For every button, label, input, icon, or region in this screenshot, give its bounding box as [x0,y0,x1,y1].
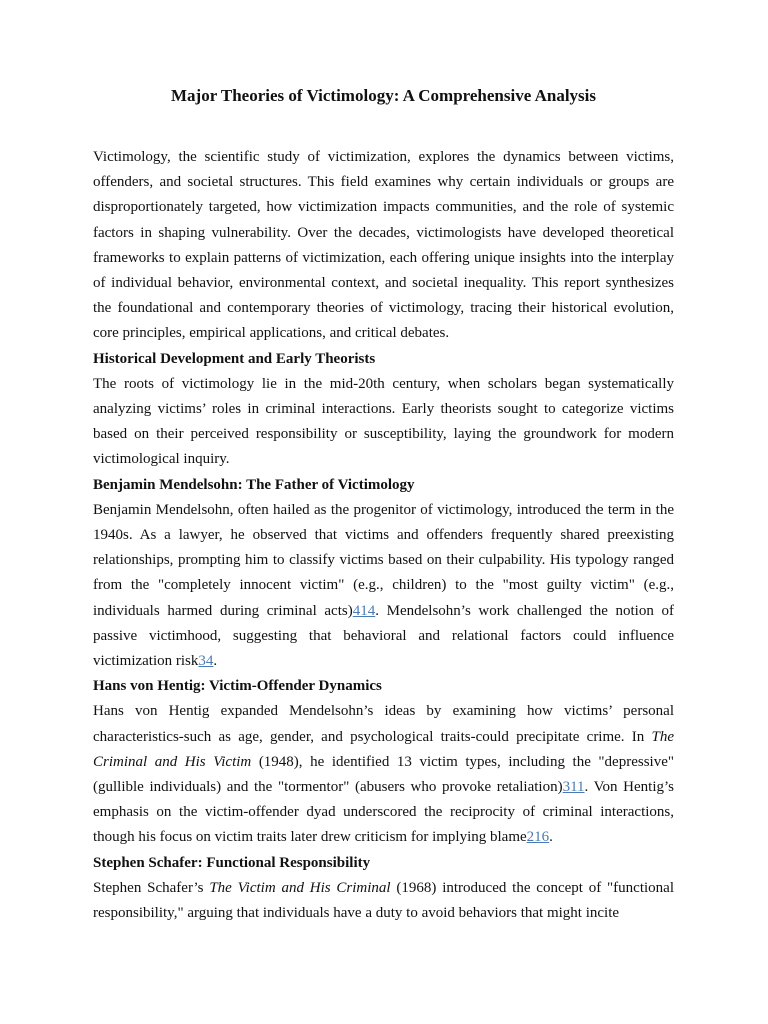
mendelsohn-paragraph [93,498,674,674]
schafer-text-1: Stephen Schafer’s [93,879,210,896]
heading-historical: Historical Development and Early Theorists [93,350,376,367]
hentig-paragraph [93,699,674,850]
citation-link-311[interactable]: 311 [562,779,585,796]
hentig-text-3: . Von Hentig’s emphasis on the victim-offender dyad underscored the reciprocity of criminal interactions, though his focus on victim traits later drew criticism for implying blame [93,779,674,846]
historical-paragraph: The roots of victimology lie in the mid-20th century, when scholars began systematically analyzing victims’ roles in criminal interactions. Early theorists sought to categorize victims based on their perceived responsibility or susceptibility, laying the groundwork for modern victimological inquiry. [93,375,674,468]
schafer-book-title: The Victim and His Criminal [209,879,391,896]
heading-hentig: Hans von Hentig: Victim-Offender Dynamics [93,678,382,695]
mendelsohn-text-3: . [213,653,218,670]
hentig-text-2: (1948), he identified 13 victim types, including the "depressive" (gullible individuals) and the "tormentor" (abusers who provoke retaliation) [93,753,674,796]
hentig-text-1: Hans von Hentig expanded Mendelsohn’s ideas by examining how victims’ personal characteristics-such as age, gender, and psychological traits-could precipitate crime. In [93,703,674,745]
schafer-paragraph [93,876,674,926]
document-title: Major Theories of Victimology: A Comprehensive Analysis [171,86,596,105]
citation-link-34[interactable]: 34 [198,653,214,670]
mendelsohn-text-2: . Mendelsohn’s work challenged the notion of passive victimhood, suggesting that behavioral and relational factors could influence victimization risk [93,602,674,670]
mendelsohn-text-1: Benjamin Mendelsohn, often hailed as the progenitor of victimology, introduced the term in the 1940s. As a lawyer, he observed that victims and offenders frequently shared preexisting relationships, prompting him to classify victims based on their culpability. His typology ranged from the "completely innocent victim" (e.g., children) to the "most guilty victim" (e.g., individuals harmed during criminal acts) [93,501,674,619]
citation-link-414[interactable]: 414 [352,602,376,619]
intro-paragraph: Victimology, the scientific study of victimization, explores the dynamics between victims, offenders, and societal structures. This field examines why certain individuals or groups are disproportionately targeted, how victimization impacts communities, and the role of systemic factors in shaping vulnerability. Over the decades, victimologists have developed theoretical frameworks to explain patterns of victimization, each offering unique insights into the interplay of individual behavior, environmental context, and societal inequality. This report synthesizes the foundational and contemporary theories of victimology, tracing their historical evolution, core principles, empirical applications, and critical debates. [93,149,674,342]
heading-schafer: Stephen Schafer: Functional Responsibility [93,854,371,871]
citation-link-216[interactable]: 216 [526,829,550,846]
heading-mendelsohn: Benjamin Mendelsohn: The Father of Victimology [93,476,415,493]
schafer-text-2: (1968) introduced the concept of "functional responsibility," arguing that individuals have a duty to avoid behaviors that might incite [93,879,674,922]
hentig-book-title: The Criminal and His Victim [93,728,674,770]
hentig-text-4: . [549,829,553,846]
